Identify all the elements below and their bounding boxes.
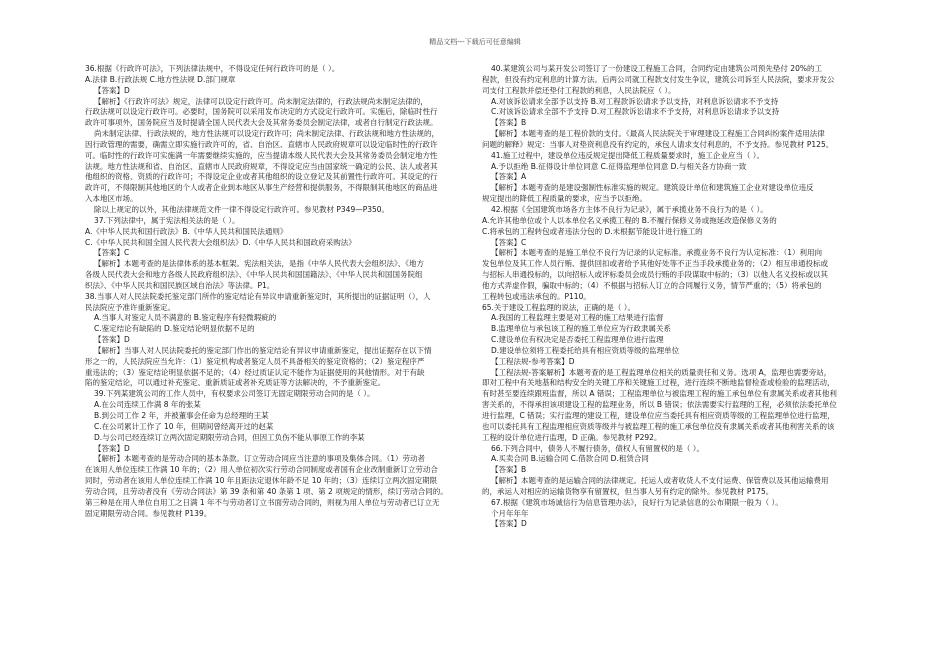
text-line: 40.某建筑公司与某开发公司签订了一份建设工程施工合同，合同约定由建筑公司预先垫付 20%的工 (491, 64, 822, 73)
text-line: 【解析】当事人对人民法院委托的鉴定部门作出的鉴定结论有异议申请重新鉴定，提出证据存在以下情 (94, 345, 432, 355)
text-line: C.《中华人民共和国全国人民代表大会组织法》D.《中华人民共和国政府采购法》 (85, 237, 356, 247)
text-line: 【答案】A (491, 172, 527, 182)
text-line: 41.施工过程中，建设单位违反规定提出降低工程质量要求时，施工企业应当（ ）。 (491, 150, 765, 160)
text-line: A.法律 B.行政法规 C.地方性法规 D.部门规章 (85, 74, 236, 84)
text-line: 37.下列法律中，属于宪法相关法的是（ ）。 (94, 215, 240, 225)
text-line: 发包单位及其工作人员行贿、提供回扣或者给予其他好处等不正当手段承揽业务的；（2）相互串通投标或 (482, 259, 829, 269)
text-line: C.对该诉讼请求全部不予支持 D.对工程款诉讼请求不予支持，对利息诉讼请求予以支持 (491, 107, 780, 117)
text-line: 【解析】本题考查的是工程价款的支付。《最高人民法院关于审理建设工程施工合同纠纷案件适用法律 (491, 129, 825, 139)
text-line: 【工程法规-答案解析】本题考查的是工程监理单位相关的质量责任和义务。选项 A，监理也需要旁站， (491, 367, 832, 377)
text-line: 第三种是在用人单位自用工之日满 1 年不与劳动者订立书面劳动合同的，则视为用人单位与劳动者已订立无 (85, 497, 440, 507)
text-line: 各级人民代表大会和地方各级人民政府组织法》、《中华人民共和国国籍法》、《中华人民共和国国务院组 (85, 270, 423, 280)
text-line: B.监理单位与承包该工程的施工单位应为行政隶属关系 (491, 324, 672, 334)
text-line: 36.根据《行政许可法》，下列法律法规中，不得设定任何行政许可的是（ ）。 (85, 64, 340, 73)
text-line: 【工程法规-参考答案】D (491, 356, 575, 366)
text-line: 【答案】B (491, 465, 527, 475)
text-line: A.允许其他单位或个人以本单位名义承揽工程的 B.不履行保修义务或拖延改造保修义务的 (482, 215, 777, 225)
text-line: D.与公司已经连续订立两次固定期限劳动合同，但因工负伤不能从事原工作的李某 (94, 432, 365, 442)
text-line: 政许可事项外，国务院应当及时提请全国人民代表大会及其常务委员会制定法律，或者自行制定行政法规。 (85, 118, 438, 128)
text-line: D.建设单位须将工程委托给具有相应资质等级的监理单位 (491, 345, 680, 355)
text-line: A.予以拒绝 B.征得设计单位同意 C.征得监理单位同意 D.与相关各方协商一致 (491, 161, 747, 171)
text-line: 民法院应予准许重新鉴定。 (85, 302, 175, 312)
text-line: 行政法规可以设定行政许可。必要时，国务院可以采用发布决定的方式设定行政许可。实施后，除临时性行 (85, 107, 438, 117)
text-line: 【答案】D (94, 85, 130, 95)
text-line: C.建设单位有权决定是否委托工程监理单位进行监理 (491, 335, 664, 345)
text-line: 65.关于建设工程监理的说法，正确的是（ ）。 (482, 302, 636, 312)
text-line: 程款，但没有约定利息的计算方法。后两公司就工程款支付发生争议，建筑公司诉至人民法院，要求开发公 (482, 74, 835, 84)
text-line: 进行监理，C 错误；实行监理的建设工程，建设单位应当委托具有相应资质等级的工程监理单位进行监理， (482, 411, 835, 420)
text-line: 形之一的，人民法院应当允许：（1）鉴定机构或者鉴定人员不具备相关的鉴定资格的；（2）鉴定程序严 (85, 356, 425, 366)
text-line: 39.下列某建筑公司的工作人员中，有权要求公司签订无固定期限劳动合同的是（ ）。 (94, 389, 375, 399)
text-line: 【答案】D (94, 335, 130, 345)
text-line: 【解析】本题考查的是运输合同的法律规定。托运人或者收货人不支付运费、保管费以及其他运输费用 (491, 476, 829, 486)
text-line: A.对该诉讼请求全部予以支持 B.对工程款诉讼请求予以支持，对利息诉讼请求不予支持 (491, 96, 779, 106)
text-line: 38.当事人对人民法院委托鉴定部门所作的鉴定结论有异议申请重新鉴定时，其所提出的证据证明（），人 (85, 291, 431, 301)
text-line: C.将承包的工程转包或者违法分包的 D.未根据节能设计进行施工的 (482, 226, 703, 236)
text-line: 67.根据《建筑市场诚信行为信息管理办法》，良好行为记录信息的公布期限一般为（ ）。 (491, 497, 783, 507)
text-line: C.在公司累计工作了 10 年，但期间曾经离开过的赵某 (94, 421, 274, 431)
text-line: 重违法的；（3）鉴定结论明显依据不足的；（4）经过质证认定不能作为证据使用的其他情形。对于有缺 (85, 367, 425, 377)
text-line: 固定期限劳动合同。参见教材 P139。 (85, 508, 212, 518)
text-line: A.在公司连续工作满 8 年的张某 (94, 400, 201, 410)
text-line: 劳动合同，且劳动者没有《劳动合同法》第 39 条和第 40 条第 1 项、第 2 项规定的情形，续订劳动合同的。 (85, 486, 448, 496)
text-line: 他组织的资格、资质的行政许可；不得设定企业或者其他组织的设立登记及其前置性行政许可。其设定的行 (85, 172, 438, 182)
text-line: 也可以委托具有工程监理相应资质等级并与被监理工程的施工承包单位没有隶属关系或者其他利害关系的该 (482, 421, 835, 431)
right-column (482, 64, 860, 530)
text-line: 66.下列合同中，债务人不履行债务，债权人有留置权的是（ ）。 (491, 443, 705, 453)
text-line: 【解析】本题考查的是施工单位不良行为记录的认定标准。承揽业务不良行为认定标准：（1）利用向 (491, 248, 823, 258)
text-line: A.我国的工程监理主要是对工程的施工结果进行监督 (491, 313, 664, 323)
text-line: 工程的设计单位进行监理，D 正确。参见教材 P292。 (482, 432, 662, 442)
text-line: 与招标人串通投标的，以向招标人或评标委员会成员行贿的手段谋取中标的；（3）以他人名义投标或以其 (482, 270, 829, 280)
text-line: 【解析】本题考查的是建设强制性标准实施的规定。建筑设计单位和建筑施工企业对建设单位违反 (491, 183, 814, 193)
text-line: 【解析】《行政许可法》规定，法律可以设定行政许可。尚未制定法律的，行政法规尚未制定法律的， (94, 96, 428, 106)
text-line: 【解析】本题考查的是劳动合同的基本条款。订立劳动合同应当注意的事项及集体合同。（1）劳动者 (94, 454, 426, 464)
text-line: 42.根据《全国建筑市场各方主体不良行为记录》，属于承揽业务不良行为的是（ ）。 (491, 204, 768, 214)
text-line: 除以上规定的以外，其他法律规范文件一律不得设定行政许可。参见教材 P349—P350。 (94, 204, 390, 214)
text-line: 司支付工程款并偿还垫付工程款的利息，人民法院应（ ）。 (482, 85, 676, 95)
text-line: 害关系的，不得承担该项建设工程的监理业务，所以 B 错误；依法需要实行监理的工程，必须依法委托单位 (482, 400, 837, 410)
text-line: 因行政管理的需要，确需立即实施行政许可的，省、自治区、直辖市人民政府规章可以设定临时性的行政许 (85, 139, 438, 149)
text-line: C.鉴定结论有缺陷的 D.鉴定结论明显依据不足的 (94, 324, 255, 334)
text-line: 他方式弄虚作假，骗取中标的；（4）不根据与招标人订立的合同履行义务，情节严重的；（5）将承包的 (482, 280, 822, 290)
text-line: 规定提出的降低工程质量的要求，应当予以拒绝。 (482, 194, 647, 204)
text-line: 【答案】D (491, 519, 527, 529)
text-line: 陷的鉴定结论，可以通过补充鉴定、重新质证或者补充质证等方法解决的，不予重新鉴定。 (85, 378, 385, 388)
text-line: 【答案】D (94, 443, 130, 453)
text-line: 政许可，不得限制其他地区的个人或者企业到本地区从事生产经营和提供服务，不得限制其他地区的商品进 (85, 183, 438, 193)
text-line: A.《中华人民共和国行政法》B.《中华人民共和国民法通则》 (85, 226, 288, 236)
text-line: 【答案】B (491, 118, 527, 128)
text-line: 入本地区市场。 (85, 194, 138, 204)
text-line: 【解析】本题考查的是法律体系的基本框架。宪法相关法，是指《中华人民代表大会组织法》、《地方 (94, 259, 424, 269)
text-line: 【答案】C (94, 248, 130, 258)
text-line: 问题的解释》规定：当事人对垫资利息没有约定的，承包人请求支付利息的，不予支持。参见教材 P125。 (482, 139, 834, 149)
page-header: 精品文档---下载后可任意编辑 (429, 38, 521, 46)
text-line: 在该用人单位连续工作满 10 年的；（2）用人单位初次实行劳动合同制度或者国有企业改制重新订立劳动合 (85, 465, 438, 475)
text-line: 尚未制定法律、行政法规的，地方性法规可以设定行政许可；尚未制定法律、行政法规和地方性法规的， (94, 129, 439, 139)
text-line: 可。临时性的行政许可实施满一年需要继续实施的，应当提请本级人民代表大会及其常务委员会制定地方性 (85, 150, 438, 160)
text-line: B.到公司工作 2 年，并被董事会任命为总经理的王某 (94, 411, 269, 420)
text-line: 即对工程中有关地基和结构安全的关键工序和关键施工过程，进行连续不断地监督检查或检验的监理活动， (482, 378, 835, 388)
text-line: 织法》、《中华人民共和国民族区域自治法》等法律。P1。 (85, 280, 275, 290)
text-line: 同时，劳动者在该用人单位连续工作满 10 年且距法定退休年龄不足 10 年的；（3）连续订立两次固定期限 (85, 476, 438, 486)
text-line: 个月年年年 (491, 508, 529, 518)
text-line: 法规。地方性法规和省、自治区、直辖市人民政府规章，不得设定应当由国家统一确定的公民、法人或者其 (85, 161, 438, 171)
text-line: A.买卖合同 B.运输合同 C.借款合同 D.租赁合同 (491, 454, 649, 464)
text-line: 【答案】C (491, 237, 527, 247)
left-column (85, 64, 463, 519)
text-line: 有时甚至要连续跟班监督，所以 A 错误；工程监理单位与被监理工程的施工承包单位有隶属关系或者其他利 (482, 389, 837, 399)
text-line: 的，承运人对相应的运输货物享有留置权，但当事人另有约定的除外。参见教材 P175。 (482, 486, 774, 496)
text-line: 工程转包或违法承包的。P110。 (482, 291, 591, 301)
text-line: A.当事人对鉴定人员不满意的 B.鉴定程序有轻微瑕疵的 (94, 313, 277, 323)
